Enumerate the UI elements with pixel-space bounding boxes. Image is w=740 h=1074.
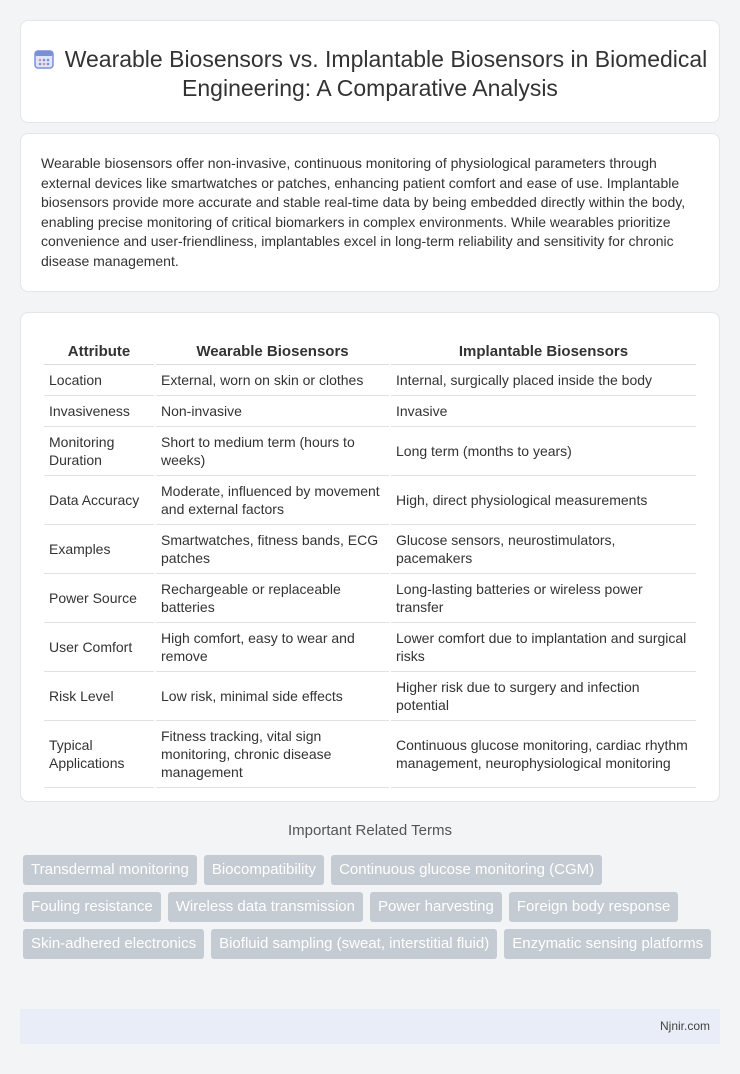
row-attribute: Location — [44, 365, 154, 396]
row-attribute: Risk Level — [44, 672, 154, 721]
row-wearable: Smartwatches, fitness bands, ECG patches — [156, 525, 389, 574]
row-attribute: Data Accuracy — [44, 476, 154, 525]
related-term-tag[interactable]: Transdermal monitoring — [23, 855, 197, 885]
calendar-icon — [33, 48, 55, 70]
related-term-tag[interactable]: Power harvesting — [370, 892, 502, 922]
row-wearable: Moderate, influenced by movement and external factors — [156, 476, 389, 525]
comparison-card — [20, 312, 720, 802]
related-term-tag[interactable]: Biocompatibility — [204, 855, 324, 885]
related-term-tag[interactable]: Skin-adhered electronics — [23, 929, 204, 959]
row-implantable: Lower comfort due to implantation and surgical risks — [391, 623, 696, 672]
related-terms-list — [23, 855, 723, 959]
row-attribute: Typical Applications — [44, 721, 154, 788]
header-attribute: Attribute — [44, 333, 154, 365]
intro-paragraph: Wearable biosensors offer non-invasive, continuous monitoring of physiological parameters through external devices like smartwatches or patches, enhancing patient comfort and ease of use. Implantable biosensors provide more accurate and stable real-time data by being embedded directly within the body, enabling precise monitoring of critical biomarkers in complex environments. While wearables prioritize convenience and user-friendliness, implantables excel in long-term reliability and sensitivity for chronic disease management. — [41, 155, 686, 269]
title-card — [20, 20, 720, 123]
table-row — [44, 396, 696, 427]
table-row — [44, 427, 696, 476]
related-term-tag[interactable]: Fouling resistance — [23, 892, 161, 922]
row-implantable: Invasive — [391, 396, 696, 427]
table-row — [44, 476, 696, 525]
row-implantable: Internal, surgically placed inside the body — [391, 365, 696, 396]
row-attribute: User Comfort — [44, 623, 154, 672]
header-wearable: Wearable Biosensors — [156, 333, 389, 365]
row-wearable: High comfort, easy to wear and remove — [156, 623, 389, 672]
comparison-table — [42, 333, 698, 788]
related-term-tag[interactable]: Biofluid sampling (sweat, interstitial fluid) — [211, 929, 497, 959]
related-term-tag[interactable]: Enzymatic sensing platforms — [504, 929, 711, 959]
row-implantable: Higher risk due to surgery and infection potential — [391, 672, 696, 721]
row-wearable: Rechargeable or replaceable batteries — [156, 574, 389, 623]
row-implantable: Glucose sensors, neurostimulators, pacemakers — [391, 525, 696, 574]
row-implantable: Continuous glucose monitoring, cardiac rhythm management, neurophysiological monitoring — [391, 721, 696, 788]
related-term-tag[interactable]: Continuous glucose monitoring (CGM) — [331, 855, 602, 885]
header-implantable: Implantable Biosensors — [391, 333, 696, 365]
row-attribute: Monitoring Duration — [44, 427, 154, 476]
row-wearable: Low risk, minimal side effects — [156, 672, 389, 721]
footer — [20, 1009, 720, 1044]
row-attribute: Examples — [44, 525, 154, 574]
intro-card — [20, 133, 720, 292]
row-wearable: External, worn on skin or clothes — [156, 365, 389, 396]
row-attribute: Power Source — [44, 574, 154, 623]
row-implantable: Long term (months to years) — [391, 427, 696, 476]
row-wearable: Fitness tracking, vital sign monitoring, chronic disease management — [156, 721, 389, 788]
table-row — [44, 525, 696, 574]
table-row — [44, 721, 696, 788]
table-row — [44, 672, 696, 721]
row-implantable: High, direct physiological measurements — [391, 476, 696, 525]
table-row — [44, 574, 696, 623]
table-header-row — [44, 333, 696, 365]
page-title-text: Wearable Biosensors vs. Implantable Biosensors in Biomedical Engineering: A Comparative Analysis — [64, 46, 708, 101]
table-row — [44, 365, 696, 396]
table-row — [44, 623, 696, 672]
row-implantable: Long-lasting batteries or wireless power transfer — [391, 574, 696, 623]
page-title — [21, 21, 719, 103]
row-wearable: Non-invasive — [156, 396, 389, 427]
row-wearable: Short to medium term (hours to weeks) — [156, 427, 389, 476]
related-term-tag[interactable]: Wireless data transmission — [168, 892, 363, 922]
related-terms-heading: Important Related Terms — [288, 822, 452, 839]
related-term-tag[interactable]: Foreign body response — [509, 892, 678, 922]
row-attribute: Invasiveness — [44, 396, 154, 427]
footer-site-link[interactable]: Njnir.com — [659, 1019, 710, 1033]
